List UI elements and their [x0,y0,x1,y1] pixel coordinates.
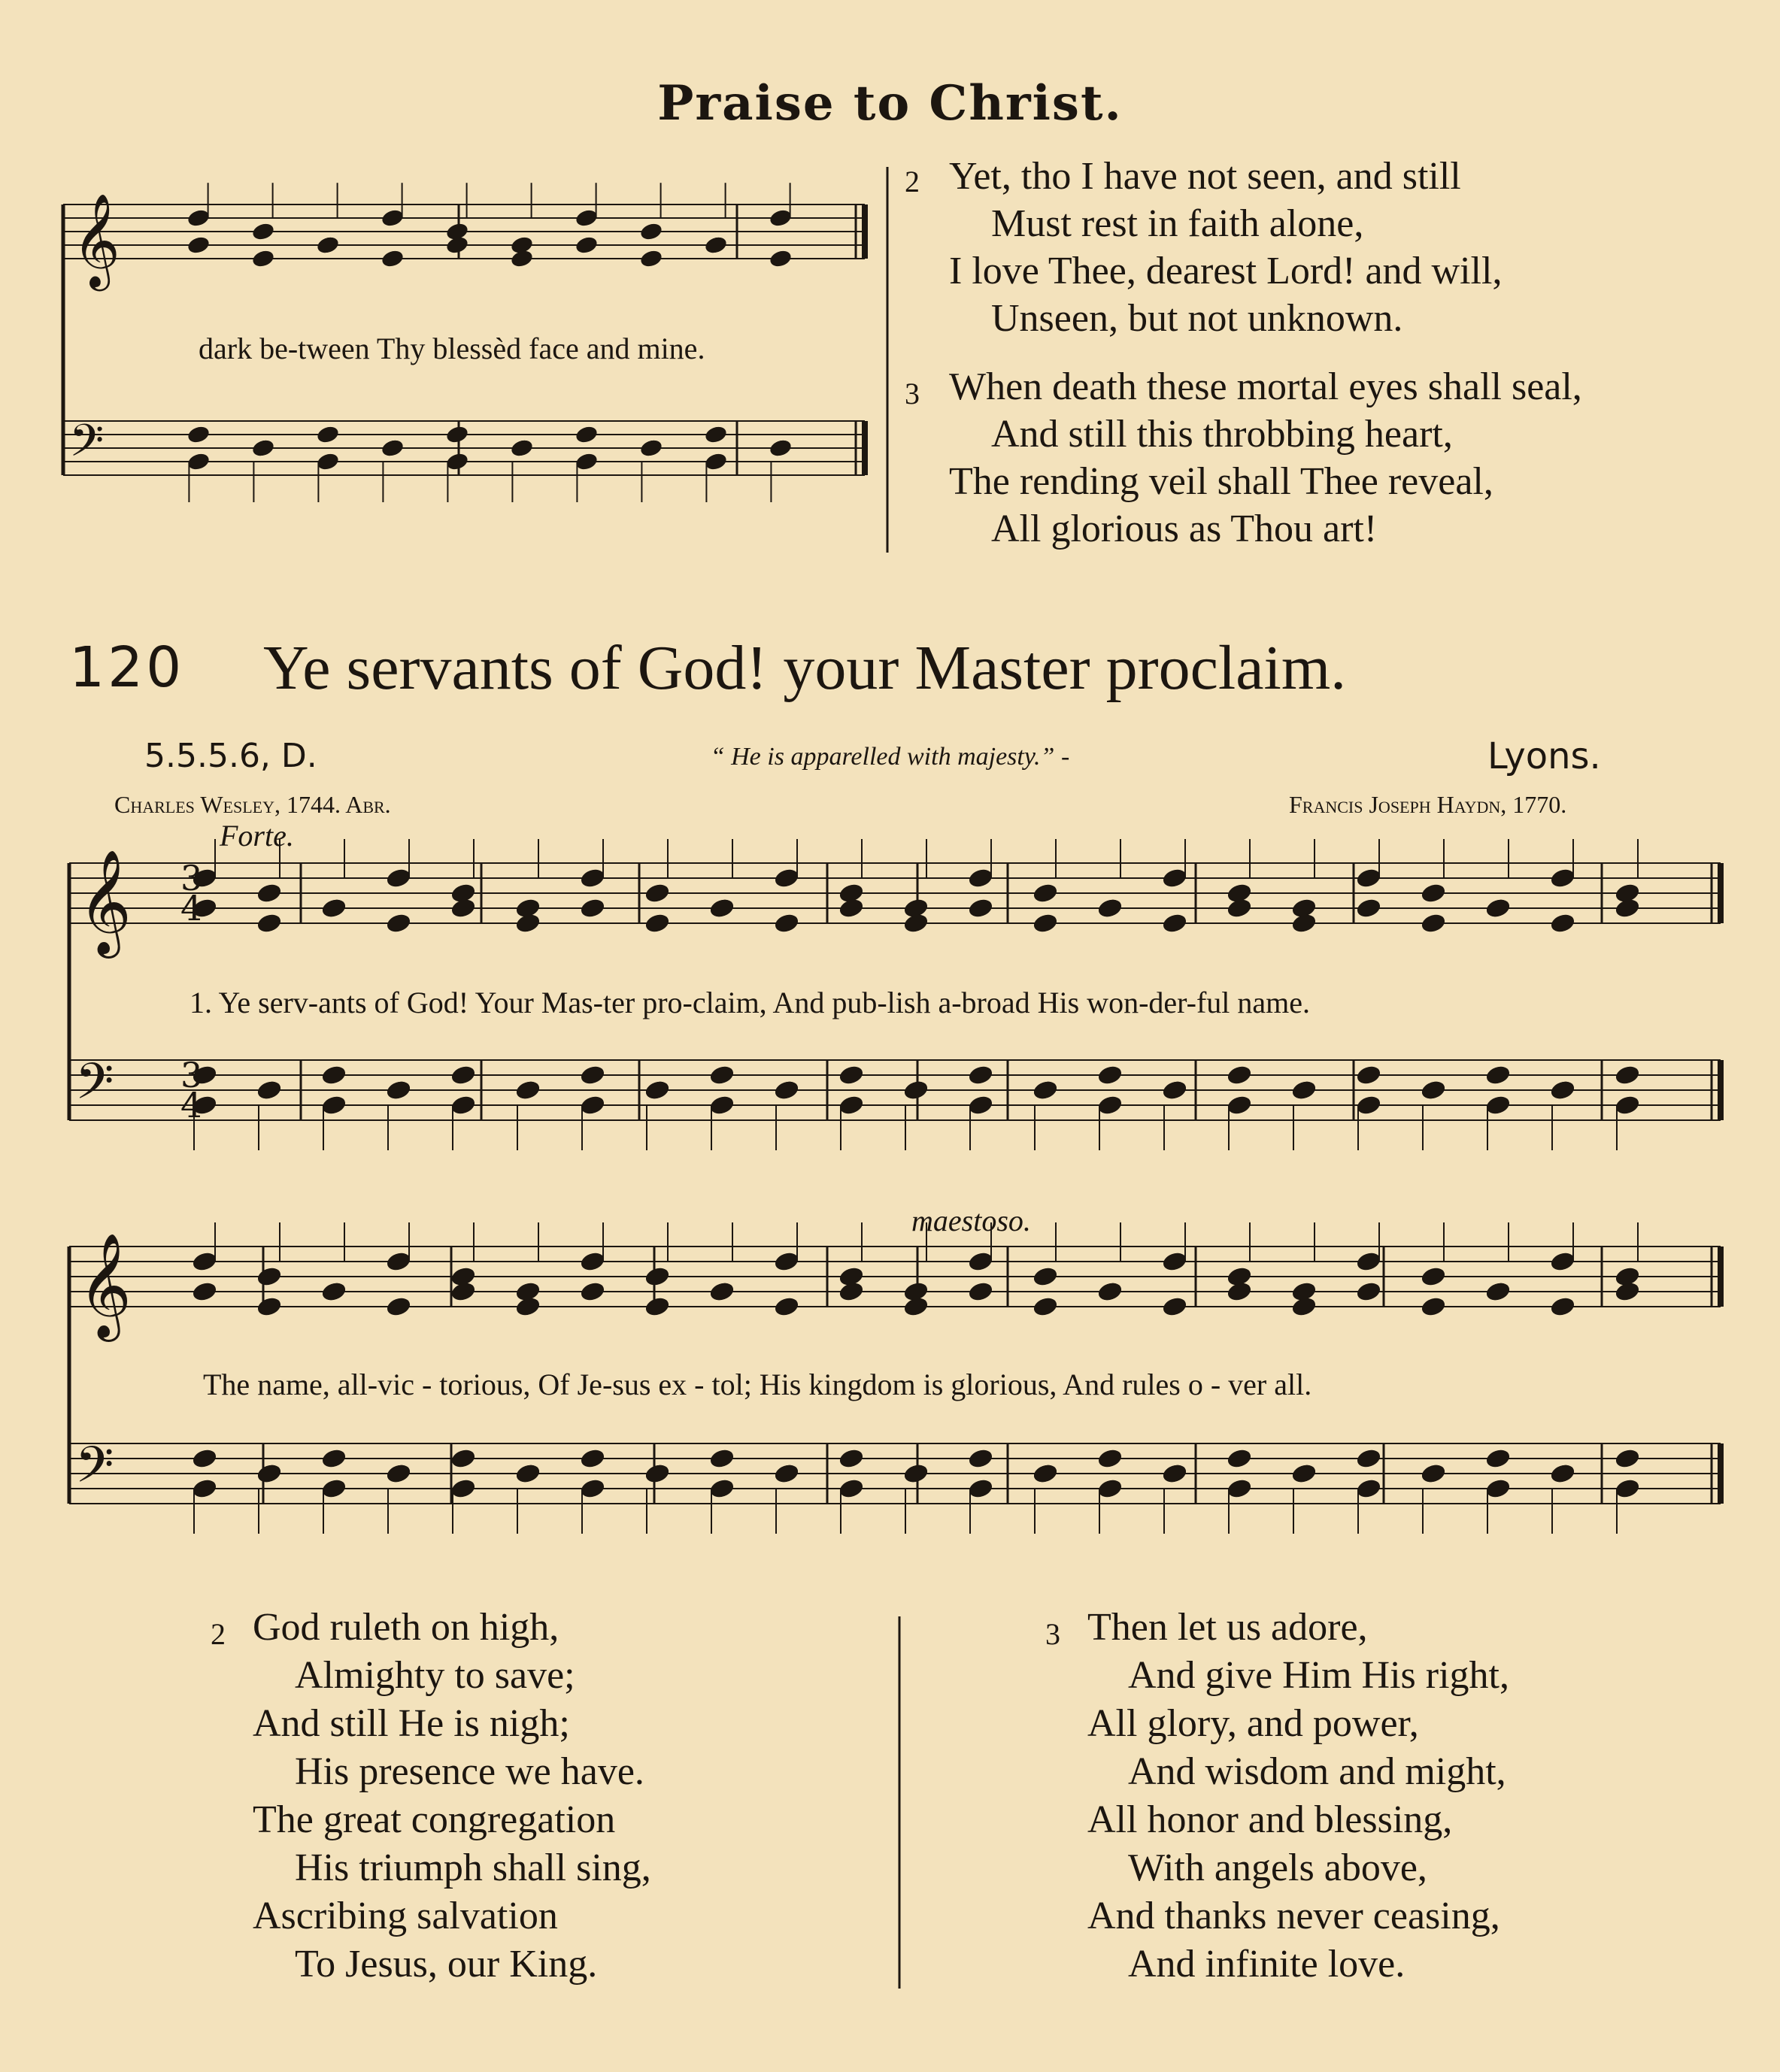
bass-clef-icon: 𝄢 [75,1053,114,1122]
bass-clef-icon: 𝄢 [69,414,105,477]
direction-maestoso: maestoso. [911,1204,1031,1237]
note-head [316,452,340,471]
verse-line: Yet, tho I have not seen, and still [949,155,1461,198]
note-head [769,438,793,458]
note-head [1226,1094,1252,1116]
note-head [445,425,469,444]
verse-line: Almighty to save; [295,1654,575,1697]
note-head [1161,912,1187,934]
note-head [1549,867,1575,889]
note-head [1096,1064,1123,1086]
note-head [1549,1462,1575,1484]
note-head [514,1295,541,1317]
note-head [1484,897,1511,919]
note-head [1032,1462,1058,1484]
time-signature: 4 [180,888,203,928]
note-head [708,1064,735,1086]
note-head [256,1295,282,1317]
note-head [579,1250,605,1272]
note-head [316,425,340,444]
note-head [773,1079,799,1101]
note-head [1549,912,1575,934]
note-head [256,1265,282,1287]
time-signature: 3 [180,858,203,898]
note-head [191,1280,217,1302]
note-head [186,452,211,471]
verse-number: 3 [1045,1617,1060,1651]
note-head [256,1462,282,1484]
verse-line: And infinite love. [1128,1943,1406,1986]
treble-clef-icon: 𝄞 [72,193,120,287]
note-head [1614,1280,1640,1302]
note-head [838,1477,864,1499]
note-head [1032,1265,1058,1287]
note-head [902,1295,929,1317]
verse-line: Unseen, but not unknown. [991,297,1403,340]
note-head [316,235,340,255]
verse-number: 3 [905,377,920,410]
note-head [1032,1295,1058,1317]
note-head [1484,1477,1511,1499]
time-signature: 3 [180,1055,203,1095]
tune-name: Lyons. [1487,735,1601,777]
note-head [256,912,282,934]
note-head [1420,1462,1446,1484]
direction-forte: Forte. [220,819,294,853]
note-head [320,1094,347,1116]
note-head [838,1094,864,1116]
note-head [1484,1064,1511,1086]
note-head [1096,1447,1123,1469]
note-head [1355,867,1381,889]
note-head [1484,1280,1511,1302]
verse-line: All honor and blessing, [1087,1798,1453,1841]
meter: 5.5.5.6, D. [144,737,317,775]
note-head [1161,1079,1187,1101]
note-head [1420,1079,1446,1101]
note-head [191,1477,217,1499]
note-head [902,1462,929,1484]
note-head [1420,1295,1446,1317]
note-head [514,1079,541,1101]
note-head [1226,1280,1252,1302]
verse-line: Must rest in faith alone, [991,202,1364,245]
note-head [1226,1447,1252,1469]
note-head [579,1447,605,1469]
note-head [385,1250,411,1272]
note-head [510,438,534,458]
note-head [644,1079,670,1101]
verse-line: The rending veil shall Thee reveal, [949,460,1493,503]
note-head [381,438,405,458]
note-head [708,1094,735,1116]
note-head [1420,1265,1446,1287]
note-head [1226,897,1252,919]
note-head [1614,1064,1640,1086]
note-head [704,425,728,444]
note-head [320,1064,347,1086]
note-head [838,1064,864,1086]
note-head [639,249,663,268]
note-head [967,1250,993,1272]
note-head [704,235,728,255]
note-head [1096,1094,1123,1116]
verse-line: Then let us adore, [1087,1606,1368,1649]
note-head [381,208,405,228]
note-head [967,1064,993,1086]
note-head [1484,1447,1511,1469]
note-head [1420,912,1446,934]
note-head [320,1447,347,1469]
note-head [644,1462,670,1484]
note-head [769,208,793,228]
hymn-lyric-line-1: 1. Ye serv-ants of God! Your Mas-ter pro-claim, And pub-lish a-broad His won-der-ful name. [190,986,1311,1019]
note-head [191,1250,217,1272]
note-head [773,867,799,889]
note-head [1614,1094,1640,1116]
note-head [838,1280,864,1302]
note-head [967,867,993,889]
epigraph: “ He is apparelled with majesty.” - [710,743,1070,771]
verse-line: And still this throbbing heart, [991,413,1453,456]
note-head [514,1462,541,1484]
verse-line: All glorious as Thou art! [991,507,1378,550]
note-head [320,1477,347,1499]
note-head [773,1250,799,1272]
note-head [1484,1094,1511,1116]
note-head [385,1295,411,1317]
verse-line: His presence we have. [295,1750,644,1793]
note-head [514,912,541,934]
verse-line: The great congregation [253,1798,616,1841]
hymn-number: 120 [69,635,185,700]
composer: Francis Joseph Haydn, 1770. [1289,791,1567,818]
note-head [644,1295,670,1317]
verse-line: To Jesus, our King. [295,1943,598,1986]
note-head [381,249,405,268]
note-head [1549,1079,1575,1101]
note-head [773,912,799,934]
note-head [644,912,670,934]
note-head [450,1447,476,1469]
note-head [1161,1250,1187,1272]
note-head [967,897,993,919]
note-head [256,1079,282,1101]
note-head [1161,1462,1187,1484]
note-head [450,1064,476,1086]
note-head [450,897,476,919]
hymn-title: Ye servants of God! your Master proclaim. [263,633,1347,703]
note-head [510,249,534,268]
bass-clef-icon: 𝄢 [75,1436,114,1506]
time-signature: 4 [180,1085,203,1125]
note-head [1355,1250,1381,1272]
note-head [445,235,469,255]
note-head [575,425,599,444]
note-head [1161,867,1187,889]
note-head [579,897,605,919]
previous-hymn-lyric: dark be-tween Thy blessèd face and mine. [199,332,705,365]
note-head [1614,1477,1640,1499]
note-head [186,425,211,444]
note-head [450,1094,476,1116]
note-head [256,882,282,904]
verse-line: And still He is nigh; [253,1702,570,1745]
note-head [1032,912,1058,934]
note-head [902,1079,929,1101]
verse-line: With angels above, [1128,1846,1427,1889]
note-head [769,249,793,268]
verse-line: And thanks never ceasing, [1087,1895,1500,1937]
note-head [708,1477,735,1499]
treble-clef-icon: 𝄞 [78,850,132,954]
note-head [967,1280,993,1302]
verse-line: And wisdom and might, [1128,1750,1506,1793]
note-head [1614,897,1640,919]
verse-line: Ascribing salvation [253,1895,558,1937]
verse-line: I love Thee, dearest Lord! and will, [949,250,1503,292]
note-head [320,897,347,919]
note-head [579,1094,605,1116]
note-head [450,1280,476,1302]
note-head [579,1477,605,1499]
note-head [191,1447,217,1469]
note-head [704,452,728,471]
note-head [838,1447,864,1469]
note-head [1032,1079,1058,1101]
note-head [1355,1064,1381,1086]
note-head [1355,1280,1381,1302]
note-head [251,249,275,268]
note-head [838,897,864,919]
note-head [644,882,670,904]
note-head [320,1280,347,1302]
note-head [579,1064,605,1086]
note-head [644,1265,670,1287]
note-head [445,452,469,471]
note-head [1290,1079,1317,1101]
note-head [1355,1447,1381,1469]
note-head [575,208,599,228]
note-head [967,1094,993,1116]
note-head [385,1462,411,1484]
verse-line: All glory, and power, [1087,1702,1419,1745]
note-head [1032,882,1058,904]
note-head [1614,1447,1640,1469]
note-head [639,222,663,241]
note-head [1549,1250,1575,1272]
note-head [708,1447,735,1469]
verse-number: 2 [211,1617,226,1651]
note-head [967,1477,993,1499]
note-head [579,1280,605,1302]
note-head [967,1447,993,1469]
note-head [251,222,275,241]
note-head [639,438,663,458]
note-head [1355,897,1381,919]
note-head [1096,1280,1123,1302]
note-head [575,452,599,471]
note-head [773,1295,799,1317]
note-head [251,438,275,458]
verse-line: When death these mortal eyes shall seal, [949,365,1582,408]
hymn-lyric-line-2: The name, all-vic - torious, Of Je-sus ex - tol; His kingdom is glorious, And rules o - ver all. [203,1368,1312,1401]
note-head [1355,1477,1381,1499]
note-head [1226,1064,1252,1086]
note-head [450,1477,476,1499]
note-head [385,912,411,934]
note-head [385,867,411,889]
note-head [579,867,605,889]
note-head [773,1462,799,1484]
note-head [1355,1094,1381,1116]
note-head [1290,912,1317,934]
note-head [1161,1295,1187,1317]
note-head [1549,1295,1575,1317]
page-title: Praise to Christ. [657,75,1123,132]
note-head [1096,897,1123,919]
verse-line: His triumph shall sing, [295,1846,651,1889]
note-head [1096,1477,1123,1499]
note-head [1420,882,1446,904]
note-head [1226,1477,1252,1499]
author: Charles Wesley, 1744. Abr. [114,791,391,818]
note-head [708,1280,735,1302]
note-head [575,235,599,255]
note-head [186,208,211,228]
note-head [1290,1462,1317,1484]
note-head [385,1079,411,1101]
verse-number: 2 [905,165,920,198]
treble-clef-icon: 𝄞 [78,1233,132,1337]
note-head [708,897,735,919]
note-head [902,912,929,934]
verse-line: And give Him His right, [1128,1654,1509,1697]
note-head [1290,1295,1317,1317]
verse-line: God ruleth on high, [253,1606,559,1649]
note-head [186,235,211,255]
